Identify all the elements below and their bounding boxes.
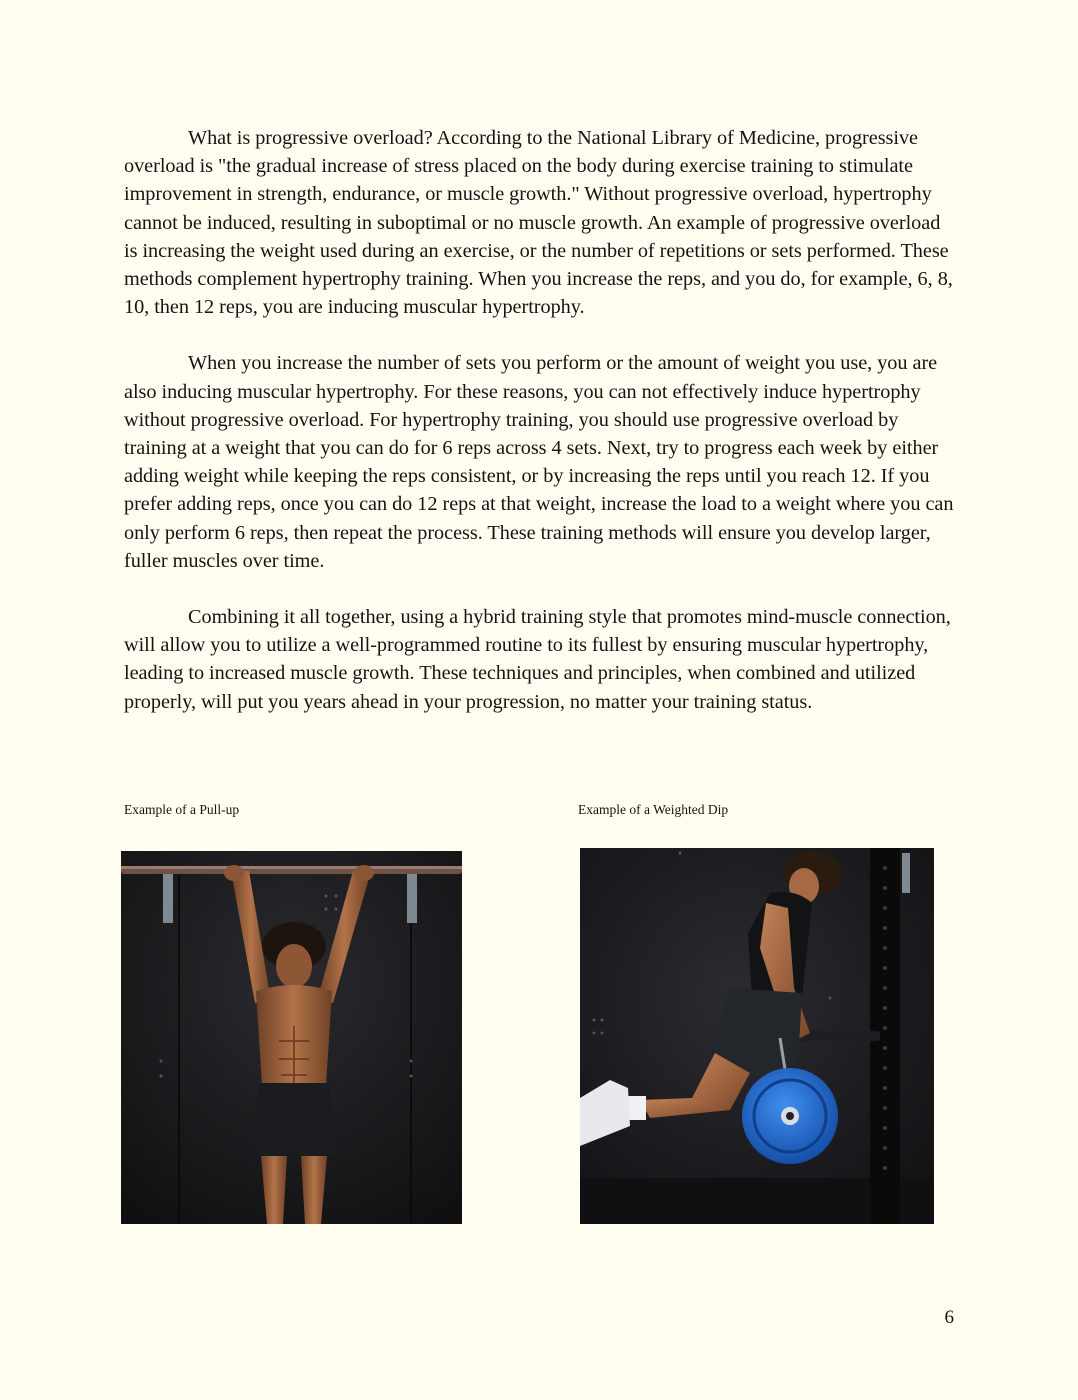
pull-up-caption: Example of a Pull-up	[124, 802, 240, 817]
weighted-dip-photo	[580, 848, 934, 1224]
paragraph-2: When you increase the number of sets you perform or the amount of weight you use, you are also inducing muscular hypertrophy. For these reasons, you can not effectively induce hypertrophy without progressive overload. For hypertrophy training, you should use progressive overload by training at a weight that you can do for 6 reps across 4 sets. Next, try to progress each week by either adding weight while keeping the reps consistent, or by increasing the reps until you reach 12. If you prefer adding reps, once you can do 12 reps at that weight, increase the load to a weight where you can only perform 6 reps, then repeat the process. These training methods will ensure you develop larger, fuller muscles over time.	[124, 352, 954, 572]
weighted-dip-caption: Example of a Weighted Dip	[578, 802, 729, 817]
paragraph-1: What is progressive overload? According to the National Library of Medicine, progressive overload is "the gradual increase of stress placed on the body during exercise training to stimulate improvement in strength, endurance, or muscle growth." Without progressive overload, hypertrophy cannot be induced, resulting in suboptimal or no muscle growth. An example of progressive overload is increasing the weight used during an exercise, or the number of repetitions or sets performed. These methods complement hypertrophy training. When you increase the reps, and you do, for example, 6, 8, 10, then 12 reps, you are inducing muscular hypertrophy.	[124, 127, 953, 319]
page-number: 6	[944, 1307, 954, 1328]
weighted-dip-illustration	[580, 848, 934, 1224]
pull-up-illustration	[121, 851, 462, 1224]
body-text	[124, 124, 954, 744]
paragraph-3: Combining it all together, using a hybrid training style that promotes mind-muscle connection, will allow you to utilize a well-programmed routine to its fullest by ensuring muscular hypertrophy, leading to increased muscle growth. These techniques and principles, when combined and utilized properly, will put you years ahead in your progression, no matter your training status.	[124, 606, 951, 713]
pull-up-photo	[121, 851, 462, 1224]
